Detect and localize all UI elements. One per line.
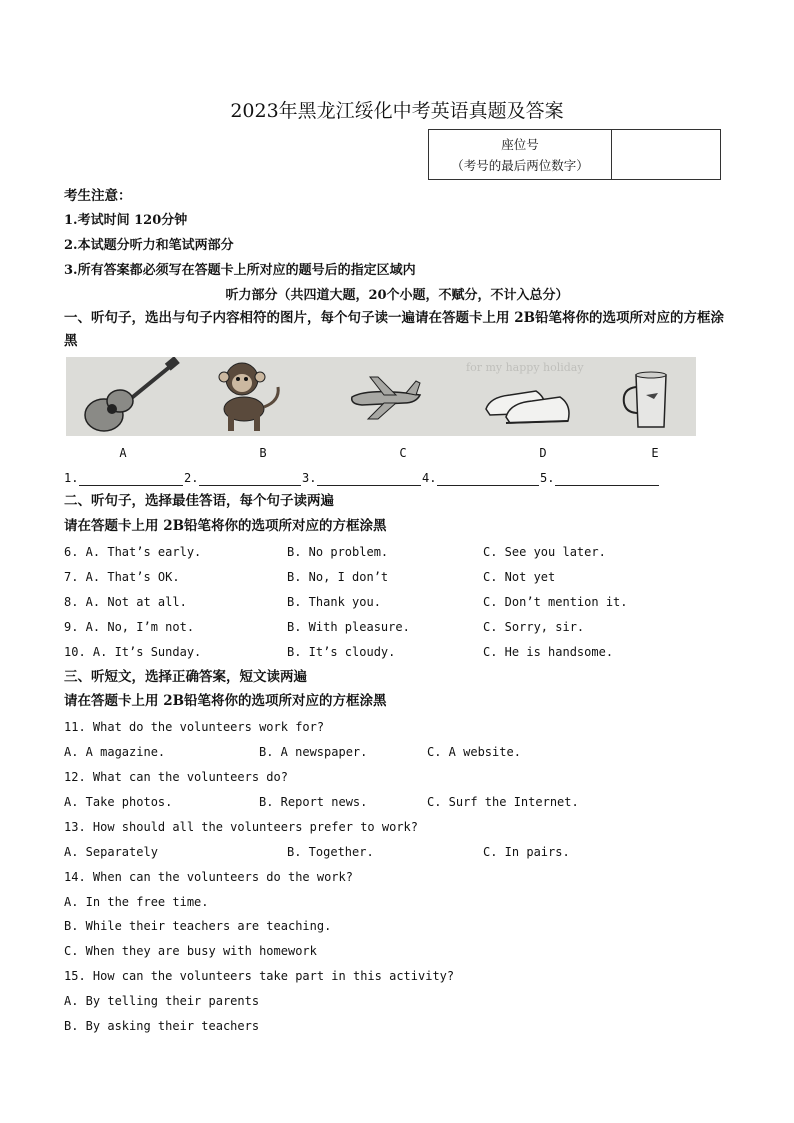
notice-item: 3.所有答案都必须写在答题卡上所对应的题号后的指定区域内 bbox=[64, 263, 416, 278]
picture-label: B bbox=[259, 446, 267, 460]
blank-number: 3. bbox=[302, 471, 317, 485]
option-c: C. He is handsome. bbox=[483, 645, 614, 659]
option-b: B. By asking their teachers bbox=[64, 1019, 260, 1033]
picture-label: E bbox=[651, 446, 659, 460]
section1-heading: 一、听句子，选出与句子内容相符的图片，每个句子读一遍请在答题卡上用 2B铅笔将你的选项所对应的方框涂黑 bbox=[64, 310, 725, 349]
option-b: B. A newspaper. bbox=[259, 745, 368, 759]
option-b: B. Together. bbox=[287, 845, 374, 859]
option-a: 8. A. Not at all. bbox=[64, 595, 187, 609]
svg-text:for my happy holiday: for my happy holiday bbox=[466, 361, 584, 374]
option-c: C. Not yet bbox=[483, 570, 556, 584]
answer-blank[interactable] bbox=[437, 485, 539, 486]
option-a: A. A magazine. bbox=[64, 745, 166, 759]
option-c: C. Don’t mention it. bbox=[483, 595, 628, 609]
seat-number-label bbox=[429, 130, 612, 180]
picture-strip bbox=[66, 357, 696, 436]
seat-number-box bbox=[428, 129, 721, 180]
seat-number-field[interactable] bbox=[612, 130, 721, 180]
option-a: 10. A. It’s Sunday. bbox=[64, 645, 202, 659]
option-b: B. Report news. bbox=[259, 795, 368, 809]
option-a: 9. A. No, I’m not. bbox=[64, 620, 195, 634]
option-c: C. In pairs. bbox=[483, 845, 570, 859]
answer-blank[interactable] bbox=[317, 485, 421, 486]
option-b: B. It’s cloudy. bbox=[287, 645, 396, 659]
section3-instruction: 请在答题卡上用 2B铅笔将你的选项所对应的方框涂黑 bbox=[64, 693, 387, 709]
seat-number-title: 座位号 bbox=[501, 136, 539, 152]
option-b: B. While their teachers are teaching. bbox=[64, 919, 332, 933]
option-a: A. In the free time. bbox=[64, 895, 209, 909]
question-text: 14. When can the volunteers do the work? bbox=[64, 870, 353, 884]
answer-blanks bbox=[64, 471, 744, 487]
picture-label: C bbox=[399, 446, 407, 460]
section3-heading: 三、听短文，选择正确答案，短文读两遍 bbox=[64, 669, 307, 685]
question-text: 13. How should all the volunteers prefer to work? bbox=[64, 820, 419, 834]
option-a: A. By telling their parents bbox=[64, 994, 260, 1008]
section2-heading: 二、听句子，选择最佳答语，每个句子读两遍 bbox=[64, 493, 334, 509]
option-c: C. See you later. bbox=[483, 545, 606, 559]
notice-item: 2.本试题分听力和笔试两部分 bbox=[64, 238, 234, 253]
option-a: 7. A. That’s OK. bbox=[64, 570, 180, 584]
picture-label: A bbox=[119, 446, 127, 460]
blank-number: 1. bbox=[64, 471, 79, 485]
option-a: A. Separately bbox=[64, 845, 158, 859]
question-text: 15. How can the volunteers take part in this activity? bbox=[64, 969, 455, 983]
option-c: C. A website. bbox=[427, 745, 521, 759]
option-b: B. No problem. bbox=[287, 545, 389, 559]
notice-item: 1.考试时间 120分钟 bbox=[64, 213, 188, 228]
question-text: 11. What do the volunteers work for? bbox=[64, 720, 325, 734]
answer-blank[interactable] bbox=[555, 485, 659, 486]
blank-number: 2. bbox=[184, 471, 199, 485]
seat-number-hint: （考号的最后两位数字） bbox=[451, 157, 589, 173]
picture-label: D bbox=[539, 446, 547, 460]
page-title: 2023年黑龙江绥化中考英语真题及答案 bbox=[230, 100, 564, 122]
option-c: C. Sorry, sir. bbox=[483, 620, 585, 634]
option-c: C. Surf the Internet. bbox=[427, 795, 579, 809]
listening-header: 听力部分（共四道大题，20个小题，不赋分，不计入总分） bbox=[225, 288, 569, 303]
answer-blank[interactable] bbox=[199, 485, 301, 486]
option-b: B. Thank you. bbox=[287, 595, 381, 609]
question-text: 12. What can the volunteers do? bbox=[64, 770, 288, 784]
option-c: C. When they are busy with homework bbox=[64, 944, 317, 958]
option-a: 6. A. That’s early. bbox=[64, 545, 202, 559]
notice-label: 考生注意： bbox=[64, 188, 132, 204]
blank-number: 5. bbox=[540, 471, 555, 485]
option-b: B. With pleasure. bbox=[287, 620, 410, 634]
answer-blank[interactable] bbox=[79, 485, 183, 486]
section2-instruction: 请在答题卡上用 2B铅笔将你的选项所对应的方框涂黑 bbox=[64, 518, 387, 534]
option-a: A. Take photos. bbox=[64, 795, 173, 809]
option-b: B. No, I don’t bbox=[287, 570, 389, 584]
blank-number: 4. bbox=[422, 471, 437, 485]
